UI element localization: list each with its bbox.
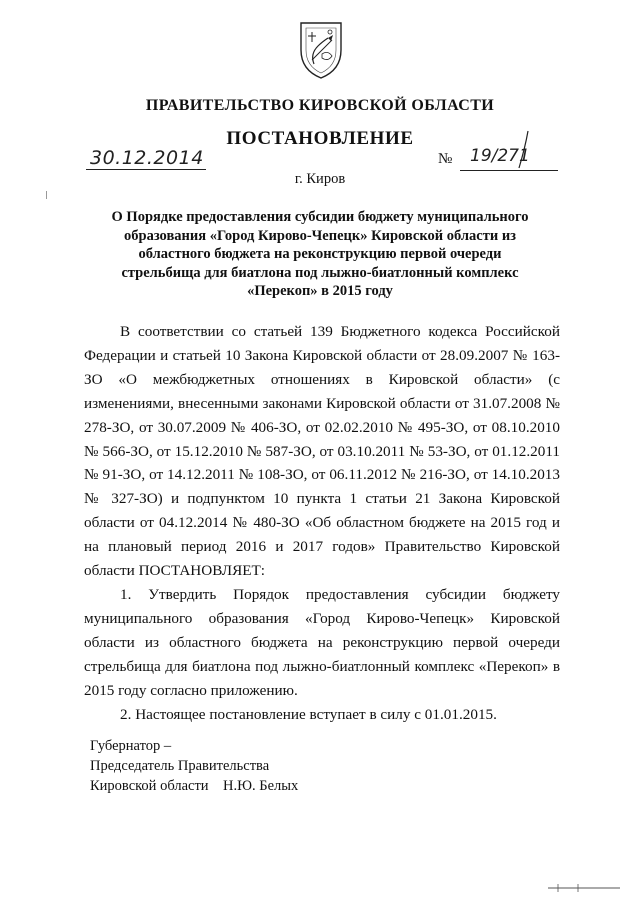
date-underline xyxy=(86,169,206,170)
coat-of-arms-icon xyxy=(298,20,344,80)
number-label: № xyxy=(438,151,453,167)
paragraph-preamble: В соответствии со статьей 139 Бюджетного кодекса Российской Федерации и статьей 10 Закона Кировской области от 28.09.2007 № 163-ЗО «О межбюджетных отношениях в Кировской области» (с изменениями, внесенными законами Кировской области от 31.07.2008 № 278-ЗО, от 30.07.2009 № 406-ЗО, от 02.02.2010 № 495-ЗО, от 08.10.2010 № 566-ЗО, от 15.12.2010 № 587-ЗО, от 03.10.2011 № 53-ЗО, от 01.12.2011 № 91-ЗО, от 14.12.2011 № 108-ЗО, от 06.11.2012 № 216-ЗО, от 14.10.2013 № 327-ЗО) и подпунктом 10 пункта 1 статьи 21 Закона Кировской области от 04.12.2014 № 480-ЗО «Об областном бюджете на 2015 год и на плановый период 2016 и 2017 годов» Правительство Кировской области ПОСТАНОВЛЯЕТ: xyxy=(84,323,560,580)
document-body xyxy=(84,320,560,726)
pen-stroke-icon xyxy=(516,130,530,170)
document-title: О Порядке предоставления субсидии бюджету муниципального образования «Город Кирово-Чепецк» Кировской области из областного бюджета на реконструкцию первой очереди стрельбища для биатлона под лыжно-биатлонный комплекс «Перекоп» в 2015 году xyxy=(111,209,529,300)
date-value: 30.12.2014 xyxy=(90,147,204,169)
paragraph-item-1: 1. Утвердить Порядок предоставления субсидии бюджету муниципального образования «Город Кирово-Чепецк» Кировской области из областного бюджета на реконструкцию первой очереди стрельбища для биатлона под лыжно-биатлонный комплекс «Перекоп» в 2015 году согласно приложению. xyxy=(84,585,560,699)
signature-block xyxy=(90,736,298,796)
city: г. Киров xyxy=(294,171,346,187)
paragraph-item-2: 2. Настоящее постановление вступает в силу с 01.01.2015. xyxy=(120,705,497,723)
document-type: ПОСТАНОВЛЕНИЕ xyxy=(226,128,414,149)
scan-mark xyxy=(46,191,49,199)
government-name: ПРАВИТЕЛЬСТВО КИРОВСКОЙ ОБЛАСТИ xyxy=(145,97,495,114)
signature-line-3: Кировской области Н.Ю. Белых xyxy=(90,778,299,794)
number-value: 19/271 xyxy=(470,146,530,166)
signature-line-1: Губернатор – xyxy=(90,738,172,754)
signature-line-2: Председатель Правительства xyxy=(90,758,270,774)
scan-mark-bottom xyxy=(548,884,620,892)
